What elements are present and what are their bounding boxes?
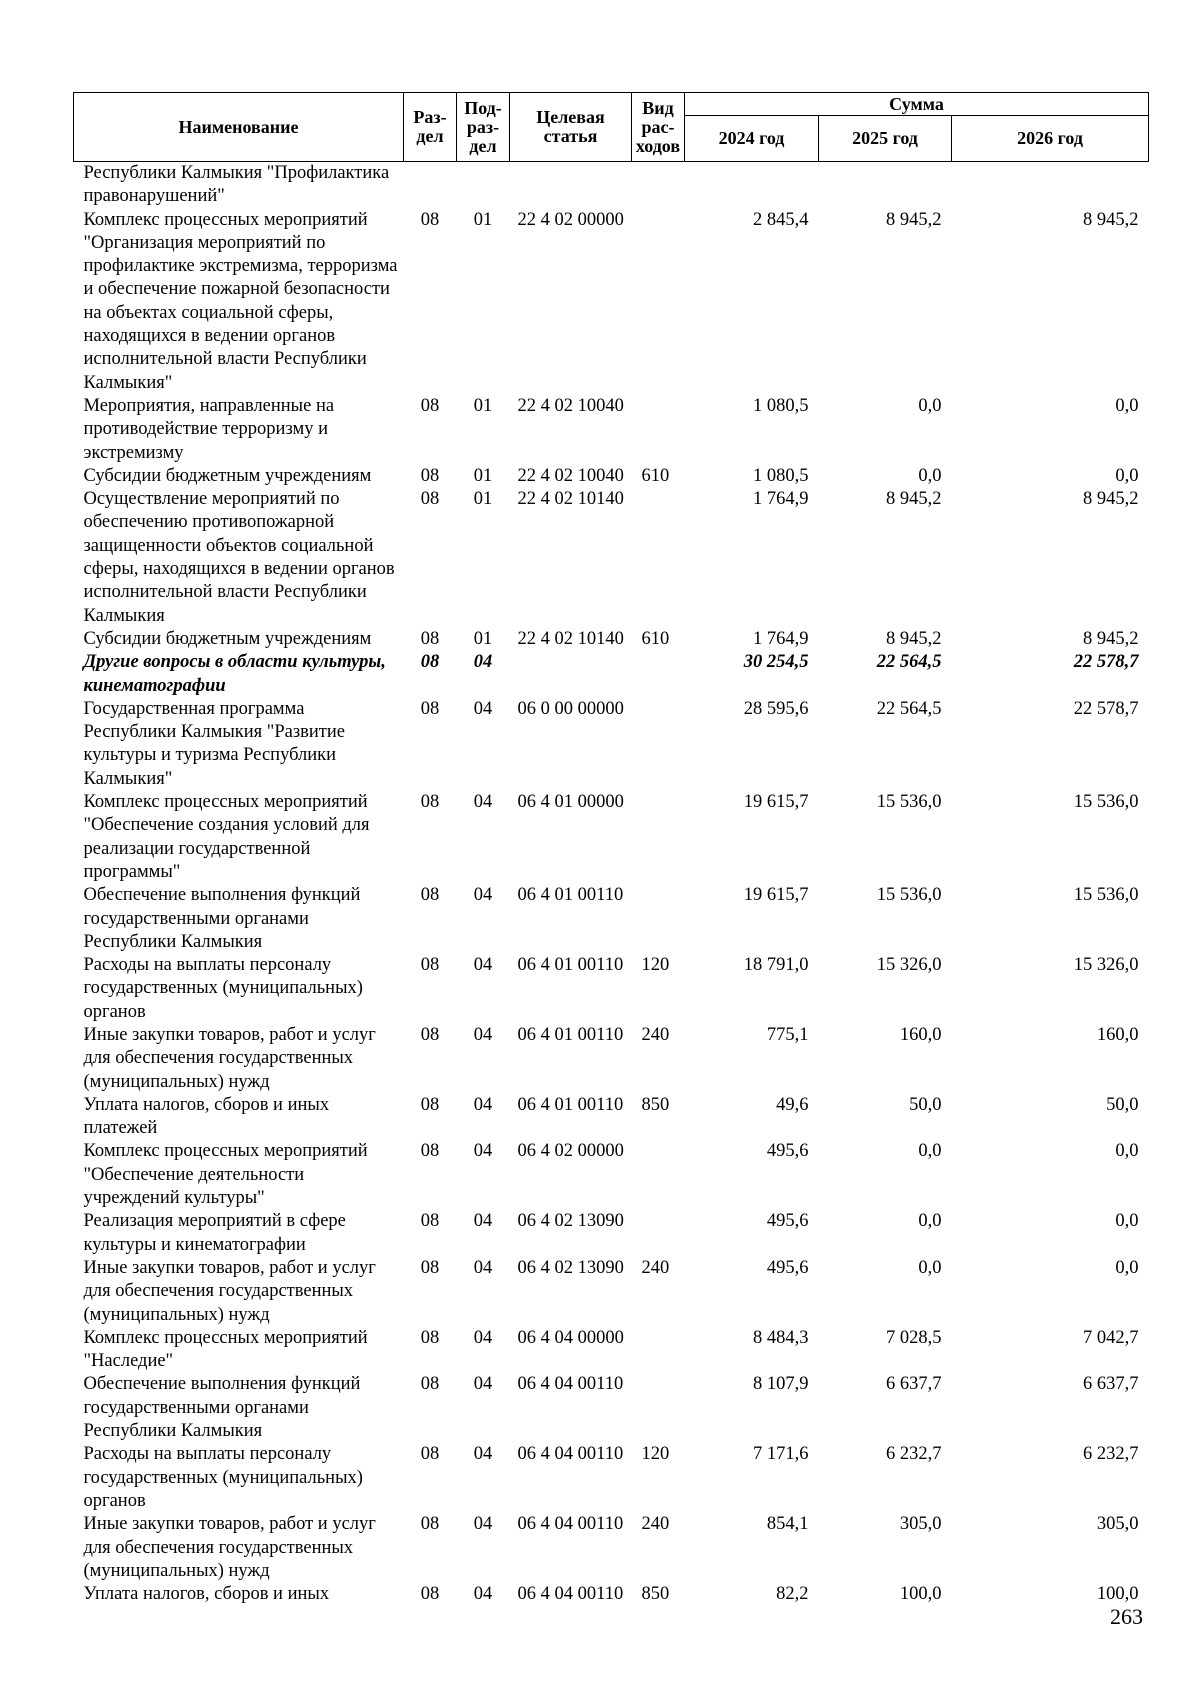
header-sum: Сумма xyxy=(685,93,1149,116)
table-row xyxy=(74,1024,1149,1094)
row-sum-2024: 28 595,6 xyxy=(743,698,809,719)
row-sum-2026: 100,0 xyxy=(1096,1584,1139,1605)
row-sum-2024: 495,6 xyxy=(766,1211,809,1232)
row-sum-2026: 15 326,0 xyxy=(1073,955,1139,976)
row-expense-type xyxy=(632,1140,685,1210)
row-name: Уплата налогов, сборов и иных xyxy=(83,1584,330,1605)
row-expense-type: 120 xyxy=(641,1444,670,1465)
row-razdel: 08 xyxy=(420,885,440,906)
row-sum-2025: 6 637,7 xyxy=(886,1374,942,1395)
header-razdel: Раз- дел xyxy=(404,93,457,162)
row-name: Комплекс процессных мероприятий "Обеспечение деятельности учреждений культуры" xyxy=(83,1141,368,1209)
header-target: Целевая статья xyxy=(510,93,632,162)
row-sum-2026: 22 578,7 xyxy=(1073,652,1139,673)
row-sum-2024: 775,1 xyxy=(766,1024,809,1045)
table-row xyxy=(74,884,1149,954)
table-row xyxy=(74,1140,1149,1210)
budget-table xyxy=(73,92,1149,1606)
table-row xyxy=(74,1257,1149,1327)
row-name: Государственная программа Республики Калмыкия "Развитие культуры и туризма Республики Калмыкия" xyxy=(83,698,345,789)
row-sum-2025: 0,0 xyxy=(918,1211,942,1232)
row-expense-type: 610 xyxy=(641,465,670,486)
row-target-code: 06 4 02 00000 xyxy=(517,1141,624,1162)
row-razdel: 08 xyxy=(420,955,440,976)
table-row xyxy=(74,1513,1149,1583)
row-name: Субсидии бюджетным учреждениям xyxy=(83,465,372,486)
row-podrazdel: 04 xyxy=(473,1374,493,1395)
row-podrazdel: 04 xyxy=(473,1327,493,1348)
row-sum-2024: 495,6 xyxy=(766,1141,809,1162)
row-sum-2025: 6 232,7 xyxy=(886,1444,942,1465)
row-expense-type: 120 xyxy=(641,955,670,976)
table-row xyxy=(74,628,1149,651)
row-sum-2025: 8 945,2 xyxy=(886,489,942,510)
row-target-code: 06 4 04 00110 xyxy=(517,1374,624,1395)
row-name: Расходы на выплаты персоналу государственных (муниципальных) органов xyxy=(83,955,363,1022)
table-row xyxy=(74,465,1149,488)
row-target-code: 22 4 02 10040 xyxy=(517,465,624,486)
row-sum-2025: 0,0 xyxy=(918,1141,942,1162)
row-sum-2025: 15 536,0 xyxy=(876,885,942,906)
row-podrazdel: 04 xyxy=(473,652,493,673)
row-podrazdel: 01 xyxy=(473,465,493,486)
row-target-code: 06 4 04 00110 xyxy=(517,1514,624,1535)
row-target-code: 06 4 01 00110 xyxy=(517,1094,624,1115)
row-sum-2026: 15 536,0 xyxy=(1073,885,1139,906)
row-target-code xyxy=(510,651,632,698)
row-sum-2025: 8 945,2 xyxy=(886,209,942,230)
row-podrazdel: 04 xyxy=(473,955,493,976)
row-razdel: 08 xyxy=(420,395,440,416)
row-podrazdel: 04 xyxy=(473,1257,493,1278)
row-sum-2026: 7 042,7 xyxy=(1083,1327,1139,1348)
row-sum-2026: 0,0 xyxy=(1115,395,1139,416)
row-expense-type xyxy=(632,395,685,465)
row-expense-type xyxy=(632,1373,685,1443)
row-name: Другие вопросы в области культуры, кинематографии xyxy=(83,652,386,696)
row-sum-2024: 854,1 xyxy=(766,1514,809,1535)
row-expense-type: 240 xyxy=(641,1257,670,1278)
table-row xyxy=(74,162,1149,209)
table-row xyxy=(74,698,1149,791)
budget-table-page xyxy=(73,92,1148,1606)
row-expense-type: 240 xyxy=(641,1514,670,1535)
row-razdel: 08 xyxy=(420,1514,440,1535)
table-row xyxy=(74,1583,1149,1606)
row-sum-2025: 305,0 xyxy=(899,1514,942,1535)
row-sum-2025: 22 564,5 xyxy=(876,698,942,719)
row-sum-2025: 7 028,5 xyxy=(886,1327,942,1348)
table-row xyxy=(74,209,1149,395)
row-sum-2024: 1 764,9 xyxy=(753,489,809,510)
row-sum-2024: 8 107,9 xyxy=(753,1374,809,1395)
row-name: Мероприятия, направленные на противодействие терроризму и экстремизму xyxy=(83,395,335,463)
row-sum-2026: 6 232,7 xyxy=(1083,1444,1139,1465)
table-row xyxy=(74,1327,1149,1374)
header-name: Наименование xyxy=(74,93,404,162)
row-sum-2026: 0,0 xyxy=(1115,1141,1139,1162)
row-podrazdel: 04 xyxy=(473,1094,493,1115)
row-target-code: 06 4 04 00110 xyxy=(517,1584,624,1605)
row-razdel: 08 xyxy=(420,1327,440,1348)
row-target-code: 06 4 04 00000 xyxy=(517,1327,624,1348)
row-expense-type xyxy=(632,884,685,954)
table-row xyxy=(74,1443,1149,1513)
row-sum-2026: 160,0 xyxy=(1096,1024,1139,1045)
row-razdel: 08 xyxy=(420,1374,440,1395)
row-target-code: 06 4 02 13090 xyxy=(517,1257,624,1278)
row-target-code: 22 4 02 10040 xyxy=(517,395,624,416)
row-target-code: 22 4 02 10140 xyxy=(517,628,624,649)
table-row xyxy=(74,954,1149,1024)
row-sum-2026: 15 536,0 xyxy=(1073,792,1139,813)
row-name: Расходы на выплаты персоналу государственных (муниципальных) органов xyxy=(83,1444,363,1511)
row-razdel: 08 xyxy=(420,698,440,719)
row-razdel: 08 xyxy=(420,1257,440,1278)
row-sum-2025: 100,0 xyxy=(899,1584,942,1605)
row-name: Обеспечение выполнения функций государственными органами Республики Калмыкия xyxy=(83,885,361,952)
row-sum-2025: 15 326,0 xyxy=(876,955,942,976)
row-sum-2025 xyxy=(819,162,952,209)
row-podrazdel: 04 xyxy=(473,1211,493,1232)
row-sum-2024: 495,6 xyxy=(766,1257,809,1278)
table-row xyxy=(74,791,1149,884)
row-sum-2024: 19 615,7 xyxy=(743,792,809,813)
row-podrazdel: 04 xyxy=(473,885,493,906)
row-sum-2025: 22 564,5 xyxy=(876,652,942,673)
row-name: Иные закупки товаров, работ и услуг для обеспечения государственных (муниципальных) нужд xyxy=(83,1257,376,1325)
row-name: Реализация мероприятий в сфере культуры и кинематографии xyxy=(83,1211,346,1255)
row-sum-2025: 0,0 xyxy=(918,395,942,416)
row-sum-2025: 0,0 xyxy=(918,465,942,486)
row-name: Комплекс процессных мероприятий "Организация мероприятий по профилактике экстремизма, терроризма и обеспечение пожарной безопасности на объектах социальной сферы, находящихся в ведении органов исполнительной власти Республики Калмыкия" xyxy=(83,209,398,393)
row-podrazdel xyxy=(457,162,510,209)
header-podrazdel: Под- раз- дел xyxy=(457,93,510,162)
row-podrazdel: 04 xyxy=(473,1024,493,1045)
row-sum-2024 xyxy=(685,162,819,209)
row-sum-2026: 50,0 xyxy=(1106,1094,1139,1115)
row-razdel: 08 xyxy=(420,628,440,649)
row-sum-2024: 19 615,7 xyxy=(743,885,809,906)
header-2025: 2025 год xyxy=(819,116,952,162)
row-sum-2026 xyxy=(952,162,1149,209)
row-expense-type xyxy=(632,1210,685,1257)
row-sum-2024: 2 845,4 xyxy=(753,209,809,230)
row-sum-2025: 160,0 xyxy=(899,1024,942,1045)
row-target-code: 06 4 01 00110 xyxy=(517,955,624,976)
row-podrazdel: 04 xyxy=(473,792,493,813)
row-razdel: 08 xyxy=(420,792,440,813)
row-sum-2026: 8 945,2 xyxy=(1083,628,1139,649)
row-sum-2026: 22 578,7 xyxy=(1073,698,1139,719)
row-podrazdel: 01 xyxy=(473,209,493,230)
row-sum-2025: 15 536,0 xyxy=(876,792,942,813)
row-sum-2026: 6 637,7 xyxy=(1083,1374,1139,1395)
row-razdel: 08 xyxy=(420,1211,440,1232)
row-sum-2024: 82,2 xyxy=(776,1584,809,1605)
page-number: 263 xyxy=(1110,1604,1143,1629)
row-expense-type: 610 xyxy=(641,628,670,649)
row-target-code: 06 4 04 00110 xyxy=(517,1444,624,1465)
table-row xyxy=(74,1094,1149,1141)
row-expense-type: 240 xyxy=(641,1024,670,1045)
row-target-code: 22 4 02 10140 xyxy=(517,489,624,510)
row-razdel: 08 xyxy=(420,1584,440,1605)
row-sum-2025: 50,0 xyxy=(909,1094,942,1115)
row-sum-2024: 18 791,0 xyxy=(743,955,809,976)
table-row xyxy=(74,1210,1149,1257)
row-expense-type: 850 xyxy=(641,1094,670,1115)
row-podrazdel: 04 xyxy=(473,1444,493,1465)
row-target-code: 06 4 02 13090 xyxy=(517,1211,624,1232)
row-name: Обеспечение выполнения функций государственными органами Республики Калмыкия xyxy=(83,1374,361,1442)
row-expense-type xyxy=(632,1327,685,1374)
row-podrazdel: 01 xyxy=(473,489,493,510)
row-razdel: 08 xyxy=(420,1444,440,1465)
row-razdel: 08 xyxy=(420,1141,440,1162)
row-razdel: 08 xyxy=(420,489,440,510)
table-row xyxy=(74,395,1149,465)
row-expense-type xyxy=(632,791,685,884)
row-expense-type xyxy=(632,698,685,791)
table-row xyxy=(74,488,1149,628)
row-expense-type xyxy=(632,651,685,698)
row-target-code: 06 4 01 00000 xyxy=(517,792,624,813)
row-name: Комплекс процессных мероприятий "Наследие" xyxy=(83,1327,368,1372)
row-razdel: 08 xyxy=(420,1094,440,1115)
row-name: Иные закупки товаров, работ и услуг для обеспечения государственных (муниципальных) нужд xyxy=(83,1024,376,1092)
row-target-code: 06 4 01 00110 xyxy=(517,1024,624,1045)
table-row xyxy=(74,651,1149,698)
row-name: Осуществление мероприятий по обеспечению противопожарной защищенности объектов социальной сферы, находящихся в ведении органов исполнительной власти Республики Калмыкия xyxy=(83,489,395,626)
table-header xyxy=(74,93,1149,162)
row-sum-2026: 305,0 xyxy=(1096,1514,1139,1535)
row-sum-2026: 0,0 xyxy=(1115,465,1139,486)
table-row xyxy=(74,1373,1149,1443)
row-expense-type xyxy=(632,162,685,209)
row-target-code xyxy=(510,162,632,209)
row-razdel: 08 xyxy=(420,209,440,230)
header-2024: 2024 год xyxy=(685,116,819,162)
row-name: Субсидии бюджетным учреждениям xyxy=(83,628,372,649)
row-sum-2024: 1 080,5 xyxy=(753,465,809,486)
header-2026: 2026 год xyxy=(952,116,1149,162)
row-razdel: 08 xyxy=(420,1024,440,1045)
row-target-code: 06 4 01 00110 xyxy=(517,885,624,906)
row-sum-2024: 1 080,5 xyxy=(753,395,809,416)
row-sum-2025: 0,0 xyxy=(918,1257,942,1278)
row-podrazdel: 04 xyxy=(473,1584,493,1605)
row-name: Уплата налогов, сборов и иных платежей xyxy=(83,1094,330,1139)
row-sum-2025: 8 945,2 xyxy=(886,628,942,649)
row-sum-2024: 8 484,3 xyxy=(753,1327,809,1348)
row-sum-2026: 0,0 xyxy=(1115,1257,1139,1278)
row-expense-type: 850 xyxy=(641,1584,670,1605)
row-sum-2026: 8 945,2 xyxy=(1083,209,1139,230)
row-razdel xyxy=(404,162,457,209)
row-sum-2024: 7 171,6 xyxy=(753,1444,809,1465)
row-name: Комплекс процессных мероприятий "Обеспечение создания условий для реализации государственной программы" xyxy=(83,792,370,882)
row-name: Республики Калмыкия "Профилактика правонарушений" xyxy=(83,163,390,207)
row-expense-type xyxy=(632,488,685,628)
row-expense-type xyxy=(632,209,685,395)
row-name: Иные закупки товаров, работ и услуг для обеспечения государственных (муниципальных) нужд xyxy=(83,1514,376,1581)
row-podrazdel: 01 xyxy=(473,395,493,416)
row-sum-2026: 8 945,2 xyxy=(1083,489,1139,510)
table-body xyxy=(74,162,1149,1607)
row-podrazdel: 04 xyxy=(473,1141,493,1162)
row-target-code: 06 0 00 00000 xyxy=(517,698,624,719)
header-vid: Вид рас- ходов xyxy=(632,93,685,162)
row-razdel: 08 xyxy=(420,652,440,673)
row-podrazdel: 01 xyxy=(473,628,493,649)
row-target-code: 22 4 02 00000 xyxy=(517,209,624,230)
row-podrazdel: 04 xyxy=(473,1514,493,1535)
row-sum-2024: 49,6 xyxy=(776,1094,809,1115)
row-podrazdel: 04 xyxy=(473,698,493,719)
row-sum-2024: 30 254,5 xyxy=(743,652,809,673)
row-sum-2024: 1 764,9 xyxy=(753,628,809,649)
row-razdel: 08 xyxy=(420,465,440,486)
row-sum-2026: 0,0 xyxy=(1115,1211,1139,1232)
